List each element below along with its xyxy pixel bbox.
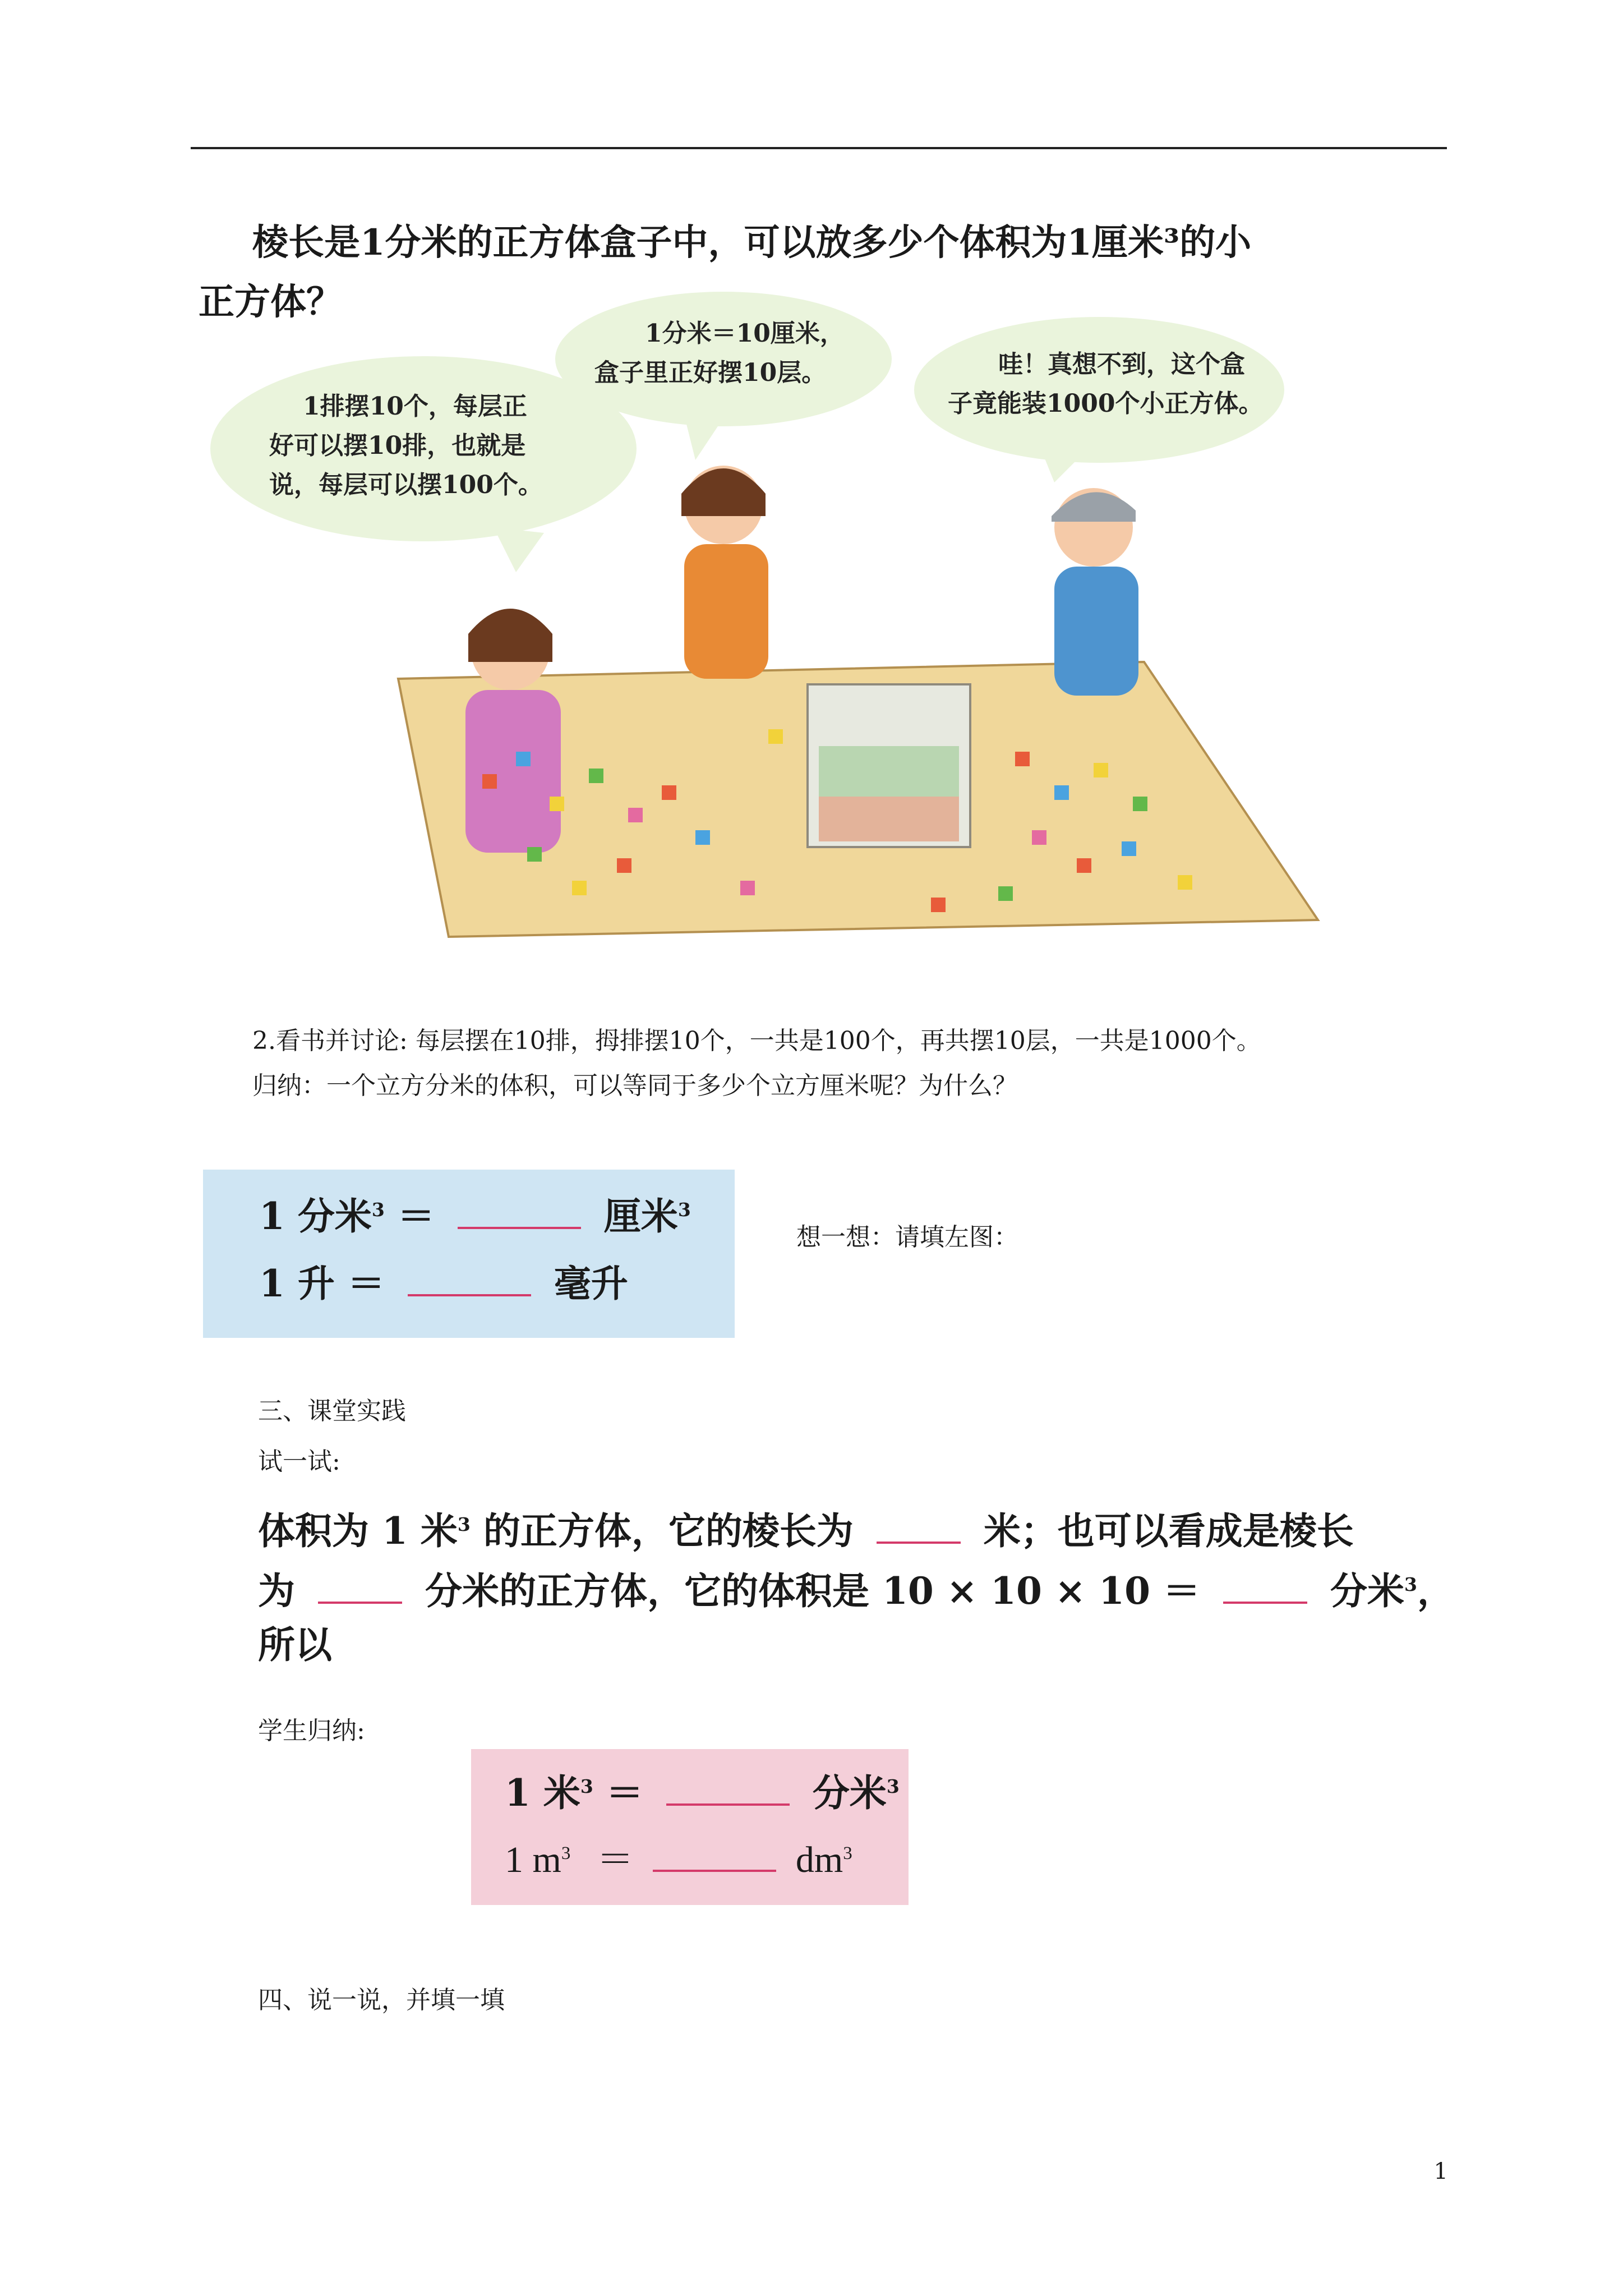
page-number: 1	[1433, 2159, 1448, 2184]
think-prompt: 想一想：请填左图：	[796, 1223, 1018, 1251]
header-rule	[191, 147, 1447, 149]
girl-middle	[681, 466, 768, 679]
blank-volume-dm3[interactable]	[1223, 1602, 1307, 1604]
blank-cm3[interactable]	[458, 1227, 581, 1229]
exercise-line-3: 所以	[258, 1623, 332, 1667]
question-line-2: 正方体？	[199, 281, 342, 323]
glass-box	[808, 684, 970, 847]
girl-left	[465, 609, 561, 853]
blank-edge-dm[interactable]	[318, 1602, 402, 1604]
section-3-heading: 三、课堂实践	[258, 1397, 406, 1425]
section-2	[252, 1021, 1475, 1106]
blue-row-1: 1 分米$^3$ ＝ 厘米$^3$	[259, 1194, 691, 1238]
bubble-right-text: 哇！真想不到，这个盒 子竟能装1000个小正方体。	[948, 350, 1264, 418]
section-2-line-2: 归纳：一个立方分米的体积，可以等同于多少个立方厘米呢？为什么？	[252, 1071, 1017, 1100]
pink-row-2: 1 $m^3 = dm^3$	[505, 1839, 852, 1880]
blank-edge-m[interactable]	[877, 1542, 961, 1544]
pink-row-1: 1 米$^3$ ＝ 分米$^3$	[505, 1771, 900, 1815]
blank-dm3-symbol[interactable]	[653, 1870, 776, 1872]
bubble-left-text: 1排摆10个，每层正 好可以摆10排，也就是 说，每层可以摆100个。	[269, 392, 543, 499]
blank-dm3[interactable]	[666, 1803, 790, 1806]
try-label: 试一试:	[258, 1447, 340, 1476]
section-4-heading: 四、说一说，并填一填	[258, 1986, 505, 2014]
bubble-middle-text: 1分米＝10厘米， 盒子里正好摆10层。	[594, 319, 845, 387]
pink-formula-box	[471, 1749, 909, 1905]
question-line-1: 棱长是1分米的正方体盒子中，可以放多少个体积为1厘米³的小	[252, 222, 1252, 264]
section-3-exercise	[258, 1498, 1492, 1672]
blank-ml[interactable]	[408, 1294, 531, 1296]
blue-row-2: 1 升 ＝ 毫升	[259, 1262, 628, 1305]
exercise-line-1: 体积为 1 米$^3$ 的正方体，它的棱长为 米；也可以看成是棱长	[258, 1509, 1354, 1553]
blue-formula-box	[203, 1170, 735, 1338]
exercise-line-2: 为 分米的正方体，它的体积是 10 × 10 × 10 ＝ 分米$^3$，	[258, 1569, 1454, 1613]
classroom-illustration	[202, 292, 1357, 954]
summary-label: 学生归纳:	[258, 1717, 365, 1745]
boy-right	[1052, 488, 1138, 696]
section-2-line-1: 2.看书并讨论: 每层摆在10排，拇排摆10个，一共是100个，再共摆10层，一共是1000个。	[252, 1027, 1261, 1055]
